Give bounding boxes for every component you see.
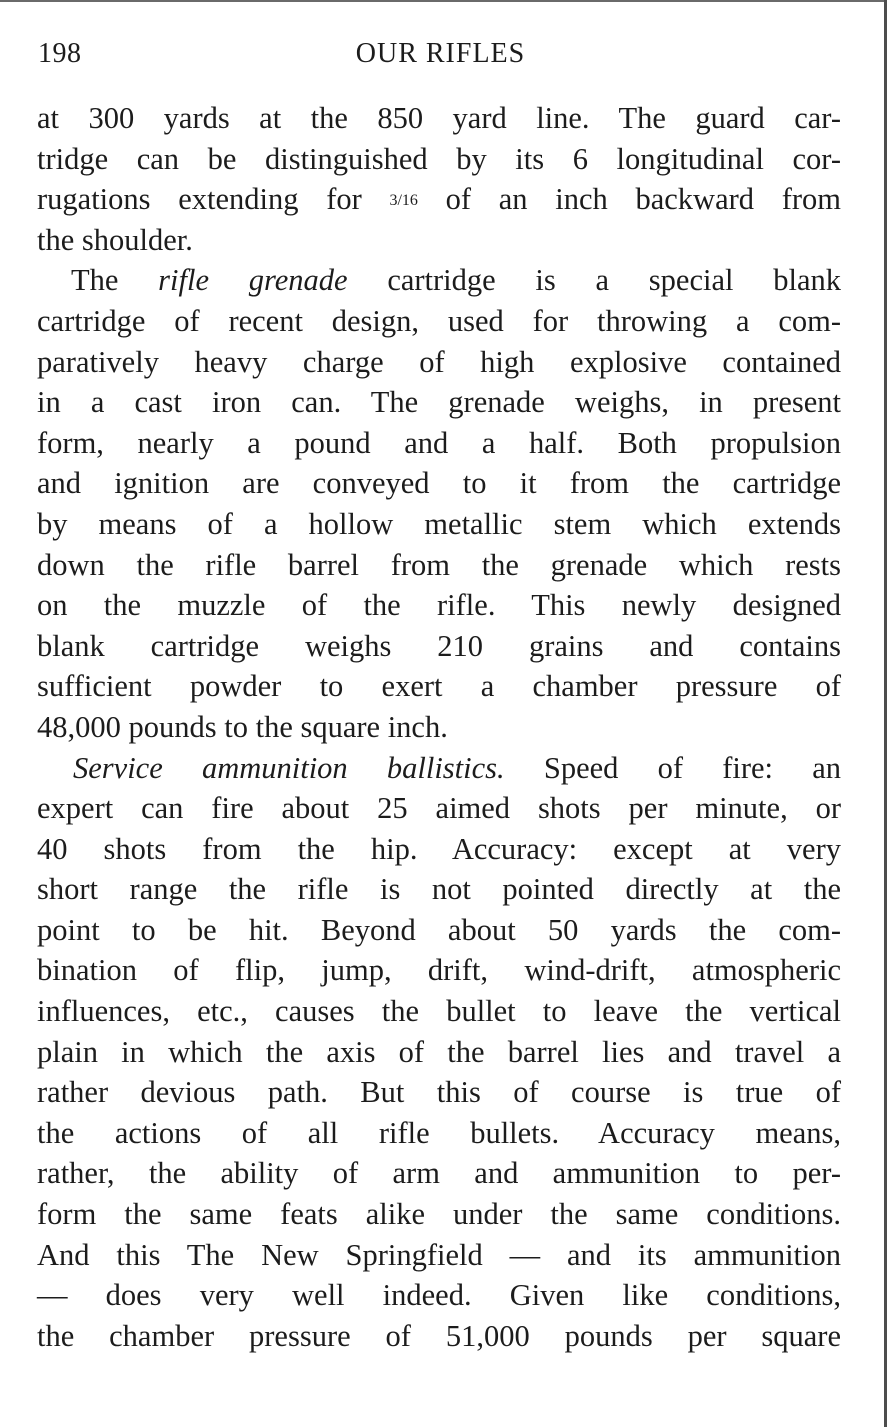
text-line: form the same feats alike under the same conditions. [37,1197,841,1232]
text-line: — does very well indeed. Given like conditions, [37,1278,841,1313]
text-segment: rugations extending for [37,182,362,217]
fraction: 3/16 [389,192,418,210]
text-line: sufficient powder to exert a chamber pressure of [37,669,841,704]
text-line: the actions of all rifle bullets. Accuracy means, [37,1115,841,1150]
text-line: And this The New Springfield — and its ammunition [37,1237,841,1272]
text-line: tridge can be distinguished by its 6 longitudinal cor- [37,141,841,176]
text-segment: Speed of fire: an [543,750,841,785]
text-line: rather devious path. But this of course is true of [37,1075,841,1110]
italic-term: Service ammunition ballistics. [73,750,505,785]
text-line: by means of a hollow metallic stem which extends [37,506,841,541]
text-line: on the muzzle of the rifle. This newly designed [37,588,841,623]
text-line: 48,000 pounds to the square inch. [37,709,448,744]
text-line: cartridge of recent design, used for throwing a com- [37,303,841,338]
text-line: expert can fire about 25 aimed shots per minute, or [37,791,841,826]
text-line: influences, etc., causes the bullet to leave the vertical [37,994,841,1029]
text-segment: The [71,263,119,298]
text-line: the chamber pressure of 51,000 pounds per square [37,1318,841,1353]
scan-edge-top [0,0,887,2]
italic-term: rifle grenade [158,263,348,298]
text-line: plain in which the axis of the barrel lies and travel a [37,1034,841,1069]
text-line: form, nearly a pound and a half. Both propulsion [37,425,841,460]
page-number: 198 [38,38,82,69]
text-line: 40 shots from the hip. Accuracy: except at very [37,831,841,866]
text-line: paratively heavy charge of high explosive contained [37,344,841,379]
text-line: bination of flip, jump, drift, wind-drift, atmospheric [37,953,841,988]
running-head: OUR RIFLES [355,38,526,69]
text-line [37,748,841,789]
page-header [38,38,843,78]
text-line: down the rifle barrel from the grenade which rests [37,547,841,582]
text-line [37,260,841,301]
text-segment: cartridge is a special blank [387,263,841,298]
text-segment: of an inch backward from [445,182,842,217]
text-line: the shoulder. [37,222,193,257]
text-line: in a cast iron can. The grenade weighs, in present [37,385,841,420]
text-line: rather, the ability of arm and ammunition to per- [37,1156,841,1191]
body-text [37,98,841,1356]
text-line: blank cartridge weighs 210 grains and contains [37,628,841,663]
text-line: point to be hit. Beyond about 50 yards the com- [37,912,841,947]
text-line [37,179,841,220]
text-line: short range the rifle is not pointed directly at the [37,872,841,907]
text-line: and ignition are conveyed to it from the cartridge [37,466,841,501]
text-line: at 300 yards at the 850 yard line. The guard car- [37,101,841,135]
